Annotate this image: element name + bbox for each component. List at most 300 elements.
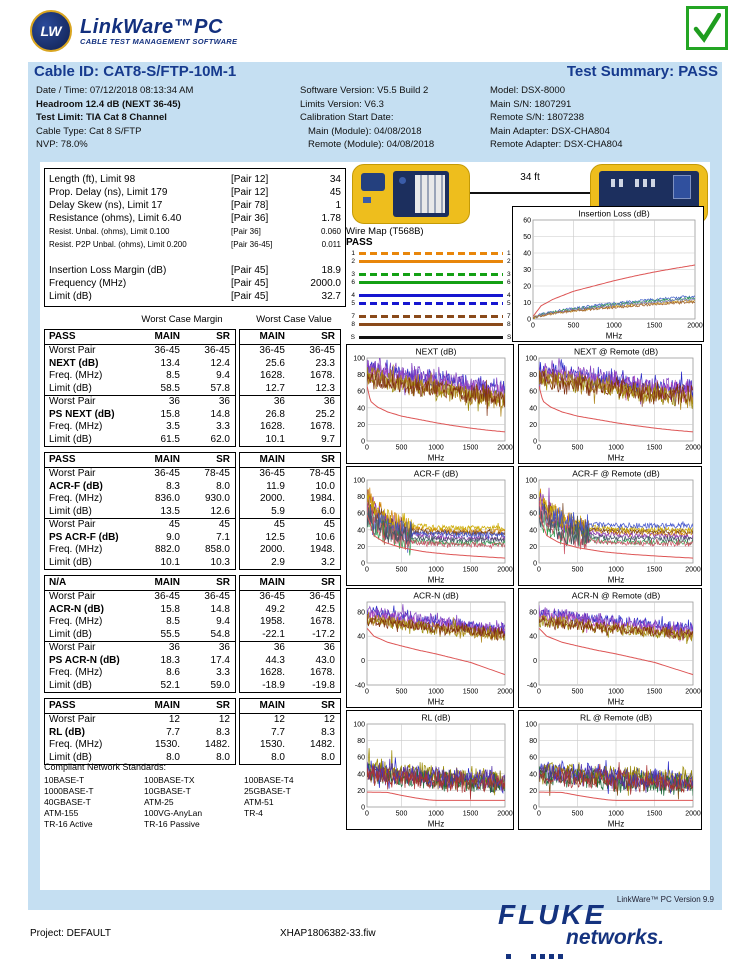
row-label: ACR-F (dB) xyxy=(49,480,103,492)
cell-value: 5.9 xyxy=(271,505,285,517)
svg-text:0: 0 xyxy=(365,444,369,452)
table-row xyxy=(45,421,235,434)
wire-number-left: 8 xyxy=(351,321,355,328)
cell-value: 7.7 xyxy=(271,726,285,738)
standards-column xyxy=(244,775,344,830)
wire-number-right: 3 xyxy=(507,271,511,278)
cell-value: 10.3 xyxy=(210,556,230,568)
measurement-row xyxy=(49,186,341,199)
linkware-logo-icon xyxy=(30,10,72,52)
cell-value: 2.9 xyxy=(271,556,285,568)
measurement-label: Length (ft), Limit 98 xyxy=(49,174,136,185)
cell-value: 36 xyxy=(168,642,180,653)
cell-value: 1678. xyxy=(309,370,335,381)
column-header: SR xyxy=(216,331,230,342)
cell-value: 11.9 xyxy=(266,480,285,492)
wire-pair-group xyxy=(346,271,516,286)
row-label: PS ACR-N (dB) xyxy=(49,654,120,666)
table-row xyxy=(240,629,340,642)
svg-text:MHz: MHz xyxy=(427,575,445,585)
cell-value: 18.3 xyxy=(160,654,180,666)
cell-value: 36-45 xyxy=(309,591,335,602)
cell-value: 836.0 xyxy=(154,493,180,504)
table-row xyxy=(45,557,235,570)
row-label: Limit (dB) xyxy=(49,382,92,394)
cell-value: 42.5 xyxy=(315,603,335,615)
wire-number-left: 7 xyxy=(351,313,355,320)
svg-text:40: 40 xyxy=(357,527,365,535)
svg-text:1000: 1000 xyxy=(428,810,444,818)
measurements-table xyxy=(44,168,346,307)
table-header-row xyxy=(240,576,340,591)
project-label: Project: DEFAULT xyxy=(30,928,111,939)
wire-row xyxy=(346,321,516,328)
svg-text:80: 80 xyxy=(529,609,537,617)
table-row xyxy=(45,641,235,655)
cell-value: 930.0 xyxy=(204,493,230,504)
measurement-value: 18.9 xyxy=(321,265,341,276)
measurement-label: Resist. Unbal. (ohms), Limit 0.100 xyxy=(49,227,170,236)
table-header-row xyxy=(240,453,340,468)
svg-text:1500: 1500 xyxy=(462,566,479,574)
cell-value: 10.1 xyxy=(265,433,285,445)
summary-right-column xyxy=(490,84,718,152)
cell-value: 45 xyxy=(273,519,285,530)
svg-text:1000: 1000 xyxy=(428,444,444,452)
measurement-pair: [Pair 45] xyxy=(231,265,269,276)
standard-item: TR-4 xyxy=(244,808,263,818)
table-header-row xyxy=(240,699,340,714)
cell-value: 3.2 xyxy=(321,556,335,568)
cell-value: 13.4 xyxy=(160,357,180,369)
chart-next xyxy=(346,344,514,464)
table-row xyxy=(240,667,340,680)
file-name: XHAP1806382-33.fiw xyxy=(280,928,376,939)
wire-pair-group xyxy=(346,292,516,307)
fluke-logo-dots xyxy=(506,946,567,964)
svg-text:30: 30 xyxy=(523,267,531,274)
svg-text:20: 20 xyxy=(529,787,537,795)
svg-text:1000: 1000 xyxy=(606,322,622,330)
svg-text:1500: 1500 xyxy=(646,688,663,696)
table-row xyxy=(45,358,235,371)
value-box xyxy=(239,698,341,765)
measurement-label: Frequency (MHz) xyxy=(49,278,127,289)
table-row xyxy=(45,544,235,557)
svg-text:500: 500 xyxy=(571,566,584,574)
cell-value: 14.8 xyxy=(210,408,230,420)
svg-text:20: 20 xyxy=(529,543,537,551)
cell-value: 13.5 xyxy=(160,505,180,517)
row-label: Limit (dB) xyxy=(49,628,92,640)
table-row xyxy=(240,395,340,409)
chart-acrf-remote xyxy=(518,466,702,586)
svg-text:2000: 2000 xyxy=(497,810,513,818)
svg-text:60: 60 xyxy=(357,754,365,762)
margin-box xyxy=(44,452,236,570)
standards-column xyxy=(44,775,144,830)
table-row xyxy=(45,409,235,422)
svg-text:0: 0 xyxy=(361,438,365,446)
logo-badge-text: LW xyxy=(40,23,62,39)
cell-value: 45 xyxy=(323,519,335,530)
cell-value: 1628. xyxy=(259,421,285,432)
table-row xyxy=(240,468,340,481)
svg-text:2000: 2000 xyxy=(497,688,513,696)
wire-line xyxy=(359,281,503,284)
svg-text:80: 80 xyxy=(529,738,537,746)
svg-text:MHz: MHz xyxy=(427,453,445,463)
svg-text:ACR-N @ Remote (dB): ACR-N @ Remote (dB) xyxy=(571,590,661,601)
wire-line xyxy=(359,302,503,305)
svg-text:50: 50 xyxy=(523,234,531,241)
measurement-label: Resist. P2P Unbal. (ohms), Limit 0.200 xyxy=(49,240,187,249)
row-label: Limit (dB) xyxy=(49,505,92,517)
wire-line xyxy=(359,336,503,339)
table-row xyxy=(45,370,235,383)
cell-value: 36 xyxy=(218,396,230,407)
measurement-pair: [Pair 12] xyxy=(231,174,269,185)
measurement-pair: [Pair 12] xyxy=(231,187,269,198)
row-label: Limit (dB) xyxy=(49,751,92,763)
svg-text:ACR-F @ Remote (dB): ACR-F @ Remote (dB) xyxy=(572,468,660,479)
wire-number-left: S xyxy=(350,334,355,341)
cell-value: 858.0 xyxy=(204,544,230,555)
svg-text:1000: 1000 xyxy=(428,688,444,696)
column-header: MAIN xyxy=(154,331,180,342)
table-header-row xyxy=(240,330,340,345)
summary-line: Main (Module): 04/08/2018 xyxy=(308,125,422,137)
wire-number-left: 4 xyxy=(351,292,355,299)
wire-number-right: 5 xyxy=(507,300,511,307)
measurement-row xyxy=(49,264,341,277)
table-row xyxy=(240,421,340,434)
cell-value: 1958. xyxy=(259,616,285,627)
summary-line: Cable Type: Cat 8 S/FTP xyxy=(36,125,142,137)
row-label: Limit (dB) xyxy=(49,679,92,691)
compliant-standards xyxy=(44,762,344,830)
column-header: MAIN xyxy=(154,454,180,465)
svg-text:0: 0 xyxy=(533,438,537,446)
summary-line: Test Limit: TIA Cat 8 Channel xyxy=(36,112,167,123)
cell-value: 1628. xyxy=(259,370,285,381)
standard-item: 25GBASE-T xyxy=(244,786,291,796)
row-label: Freq. (MHz) xyxy=(49,667,103,678)
svg-text:0: 0 xyxy=(365,688,369,696)
svg-text:500: 500 xyxy=(571,810,584,818)
cell-value: 1984. xyxy=(309,493,335,504)
wire-line xyxy=(359,252,503,255)
worst-case-block xyxy=(44,698,344,765)
measurement-value: 32.7 xyxy=(321,291,341,302)
cell-value: 12 xyxy=(168,714,180,725)
svg-text:40: 40 xyxy=(529,527,537,535)
standard-item: TR-16 Passive xyxy=(144,819,200,829)
column-header: MAIN xyxy=(154,700,180,711)
link-length: 34 ft xyxy=(520,172,540,183)
table-row xyxy=(240,655,340,668)
table-row xyxy=(240,358,340,371)
measurement-value: 34 xyxy=(329,174,341,185)
svg-text:20: 20 xyxy=(357,787,365,795)
cell-value: 8.3 xyxy=(321,726,335,738)
svg-text:MHz: MHz xyxy=(605,331,623,341)
table-row xyxy=(45,532,235,545)
cell-value: 49.2 xyxy=(265,603,285,615)
standard-item: ATM-155 xyxy=(44,808,79,818)
cell-value: 25.2 xyxy=(315,408,335,420)
fluke-logo-text: FLUKE xyxy=(498,899,607,930)
wire-row xyxy=(346,334,516,341)
measurement-value: 1.78 xyxy=(321,213,341,224)
svg-text:0: 0 xyxy=(537,444,541,452)
cell-value: 3.3 xyxy=(216,667,230,678)
wire-pair-group xyxy=(346,313,516,328)
column-header: MAIN xyxy=(259,454,285,465)
table-row xyxy=(45,591,235,604)
svg-text:1000: 1000 xyxy=(608,688,624,696)
linkware-logo xyxy=(30,10,237,52)
svg-text:500: 500 xyxy=(395,688,408,696)
cell-value: 6.0 xyxy=(321,505,335,517)
row-label: Freq. (MHz) xyxy=(49,421,103,432)
cell-value: 36-45 xyxy=(259,345,285,356)
wire-row xyxy=(346,300,516,307)
cell-value: 36 xyxy=(323,642,335,653)
table-row xyxy=(240,493,340,506)
standards-column xyxy=(144,775,244,830)
svg-text:2000: 2000 xyxy=(685,444,701,452)
column-header: MAIN xyxy=(154,577,180,588)
standard-item: ATM-25 xyxy=(144,797,174,807)
svg-text:RL (dB): RL (dB) xyxy=(421,712,451,723)
chart-next-remote xyxy=(518,344,702,464)
svg-text:60: 60 xyxy=(523,217,531,225)
column-header: SR xyxy=(216,577,230,588)
standard-item: 100BASE-TX xyxy=(144,775,195,785)
status-label: PASS xyxy=(49,700,76,711)
cell-value: 36-45 xyxy=(309,345,335,356)
standard-item: 10GBASE-T xyxy=(144,786,191,796)
wire-map xyxy=(346,226,516,347)
svg-text:60: 60 xyxy=(529,754,537,762)
summary-middle-column xyxy=(300,84,485,152)
cell-value: 12.3 xyxy=(315,382,335,394)
cell-value: 12.6 xyxy=(210,505,230,517)
cell-value: 1530. xyxy=(259,739,285,750)
cell-value: 2000. xyxy=(259,493,285,504)
table-row xyxy=(240,383,340,396)
table-row xyxy=(45,434,235,447)
wire-line xyxy=(359,315,503,318)
wire-row xyxy=(346,313,516,320)
svg-text:Insertion Loss (dB): Insertion Loss (dB) xyxy=(578,208,650,219)
svg-text:40: 40 xyxy=(523,250,531,258)
worst-case-block xyxy=(44,575,344,693)
software-version-footnote: LinkWare™ PC Version 9.9 xyxy=(616,895,714,904)
column-header: SR xyxy=(321,700,335,711)
cell-value: 1678. xyxy=(309,667,335,678)
svg-text:100: 100 xyxy=(525,355,537,363)
svg-text:1500: 1500 xyxy=(462,688,479,696)
value-box xyxy=(239,575,341,693)
svg-text:1000: 1000 xyxy=(608,444,624,452)
wire-number-right: 8 xyxy=(507,321,511,328)
row-label: PS ACR-F (dB) xyxy=(49,531,119,543)
svg-text:40: 40 xyxy=(529,405,537,413)
cell-value: 26.8 xyxy=(265,408,285,420)
cell-value: 45 xyxy=(168,519,180,530)
cell-value: 8.0 xyxy=(216,480,230,492)
svg-text:20: 20 xyxy=(523,283,531,291)
cell-value: 36-45 xyxy=(154,591,180,602)
standard-item: ATM-51 xyxy=(244,797,274,807)
row-label: PS NEXT (dB) xyxy=(49,408,115,420)
measurement-row xyxy=(49,173,341,186)
row-label: Worst Pair xyxy=(49,468,96,479)
table-row xyxy=(45,493,235,506)
wire-row xyxy=(346,279,516,286)
cell-value: 36-45 xyxy=(154,345,180,356)
cell-value: 36 xyxy=(323,396,335,407)
summary-line: Main Adapter: DSX-CHA804 xyxy=(490,125,610,137)
table-row xyxy=(240,591,340,604)
measurement-label: Limit (dB) xyxy=(49,291,92,302)
table-row xyxy=(240,727,340,740)
column-header: SR xyxy=(321,577,335,588)
cell-value: 1482. xyxy=(204,739,230,750)
svg-text:500: 500 xyxy=(395,810,408,818)
cell-value: 36-45 xyxy=(154,468,180,479)
table-header-row xyxy=(45,453,235,468)
wire-row xyxy=(346,292,516,299)
svg-text:MHz: MHz xyxy=(607,819,625,829)
table-header-row xyxy=(45,576,235,591)
table-row xyxy=(240,557,340,570)
cell-value: 8.0 xyxy=(271,751,285,763)
svg-text:40: 40 xyxy=(357,633,365,641)
logo-subtitle: CABLE TEST MANAGEMENT SOFTWARE xyxy=(80,36,238,46)
column-header: SR xyxy=(321,454,335,465)
measurement-value: 1 xyxy=(335,200,341,211)
standard-item: TR-16 Active xyxy=(44,819,93,829)
svg-text:0: 0 xyxy=(361,560,365,568)
wire-number-left: 6 xyxy=(351,279,355,286)
wire-line xyxy=(359,323,503,326)
table-row xyxy=(240,481,340,494)
standard-item: 100VG-AnyLan xyxy=(144,808,203,818)
svg-text:100: 100 xyxy=(525,721,537,729)
cell-value: 54.8 xyxy=(210,628,230,640)
svg-text:NEXT (dB): NEXT (dB) xyxy=(415,346,457,357)
cell-value: 7.1 xyxy=(216,531,230,543)
table-row xyxy=(45,739,235,752)
status-label: PASS xyxy=(49,454,76,465)
wire-number-right: 4 xyxy=(507,292,511,299)
summary-line: Calibration Start Date: xyxy=(300,112,394,123)
svg-text:10: 10 xyxy=(523,300,531,307)
cell-value: 12 xyxy=(218,714,230,725)
wire-number-left: 3 xyxy=(351,271,355,278)
svg-text:40: 40 xyxy=(529,633,537,641)
worst-case-value-label: Worst Case Value xyxy=(256,314,332,325)
standard-item: 100BASE-T4 xyxy=(244,775,294,785)
row-label: Freq. (MHz) xyxy=(49,493,103,504)
column-header: MAIN xyxy=(259,331,285,342)
worst-case-block xyxy=(44,329,344,447)
cell-value: 57.8 xyxy=(210,382,230,394)
table-row xyxy=(45,616,235,629)
table-row xyxy=(240,604,340,617)
wire-number-left: 1 xyxy=(351,250,355,257)
chart-insertion-loss xyxy=(512,206,704,342)
cell-value: 1482. xyxy=(309,739,335,750)
cell-value: 1530. xyxy=(154,739,180,750)
cell-value: 36 xyxy=(168,396,180,407)
wire-number-right: 1 xyxy=(507,250,511,257)
svg-text:2000: 2000 xyxy=(497,566,513,574)
table-row xyxy=(45,604,235,617)
cell-value: 59.0 xyxy=(210,679,230,691)
cell-value: 78-45 xyxy=(204,468,230,479)
svg-text:80: 80 xyxy=(357,609,365,617)
cell-value: 14.8 xyxy=(210,603,230,615)
svg-text:-40: -40 xyxy=(526,682,537,690)
cell-value: 10.0 xyxy=(315,480,335,492)
worst-case-margin-label: Worst Case Margin xyxy=(141,314,223,325)
svg-text:ACR-F (dB): ACR-F (dB) xyxy=(413,468,459,479)
cell-value: -19.8 xyxy=(312,679,335,691)
cell-value: 12 xyxy=(323,714,335,725)
svg-text:1000: 1000 xyxy=(608,566,624,574)
cell-value: 36-45 xyxy=(259,591,285,602)
wire-row xyxy=(346,258,516,265)
summary-line: Main S/N: 1807291 xyxy=(490,98,572,110)
svg-text:100: 100 xyxy=(353,721,365,729)
svg-text:0: 0 xyxy=(533,658,537,666)
margin-box xyxy=(44,329,236,447)
cell-value: 58.5 xyxy=(160,382,180,394)
report-title-row xyxy=(34,63,718,80)
cell-value: 9.4 xyxy=(216,370,230,381)
cell-value: 36 xyxy=(273,396,285,407)
wire-number-right: S xyxy=(507,334,512,341)
cell-value: 9.4 xyxy=(216,616,230,627)
cell-value: 44.3 xyxy=(265,654,285,666)
worst-case-block xyxy=(44,452,344,570)
table-header-row xyxy=(45,699,235,714)
svg-text:0: 0 xyxy=(537,810,541,818)
svg-text:1500: 1500 xyxy=(462,810,479,818)
row-label: ACR-N (dB) xyxy=(49,603,104,615)
row-label: Worst Pair xyxy=(49,591,96,602)
wire-number-left: 5 xyxy=(351,300,355,307)
svg-text:60: 60 xyxy=(529,510,537,518)
table-header-row xyxy=(45,330,235,345)
standard-item: 10BASE-T xyxy=(44,775,85,785)
svg-text:0: 0 xyxy=(365,810,369,818)
wire-row xyxy=(346,250,516,257)
cell-value: 8.0 xyxy=(321,751,335,763)
measurement-pair: [Pair 45] xyxy=(231,291,269,302)
cell-value: 8.0 xyxy=(216,751,230,763)
cell-value: 36-45 xyxy=(259,468,285,479)
svg-text:40: 40 xyxy=(357,771,365,779)
row-label: NEXT (dB) xyxy=(49,357,99,369)
standards-title: Compliant Network Standards: xyxy=(44,762,167,772)
cell-value: -22.1 xyxy=(262,628,285,640)
cell-value: 15.8 xyxy=(160,408,180,420)
